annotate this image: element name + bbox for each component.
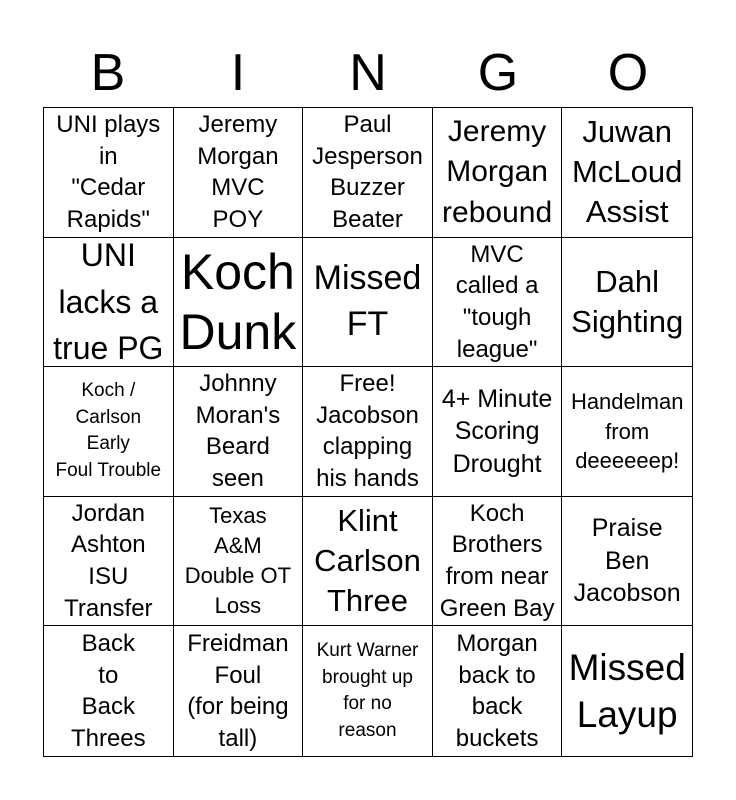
header-letter-o: O — [607, 44, 649, 102]
bingo-cell[interactable]: Handelman from deeeeeep! — [562, 367, 692, 497]
bingo-cell[interactable]: Jeremy Morgan MVC POY — [174, 108, 304, 238]
bingo-cell[interactable]: Morgan back to back buckets — [433, 626, 563, 756]
bingo-cell[interactable]: Koch Dunk — [174, 238, 304, 368]
bingo-cell[interactable]: Back to Back Threes — [44, 626, 174, 756]
bingo-cell[interactable]: Klint Carlson Three — [303, 497, 433, 627]
bingo-cell[interactable]: Jeremy Morgan rebound — [433, 108, 563, 238]
header-letter-g: G — [477, 44, 519, 102]
bingo-cell[interactable]: Missed Layup — [568, 646, 686, 736]
bingo-cell[interactable]: Freidman Foul (for being tall) — [174, 626, 304, 756]
bingo-cell[interactable]: Jordan Ashton ISU Transfer — [44, 497, 174, 627]
bingo-cell[interactable]: UNI plays in "Cedar Rapids" — [44, 108, 174, 238]
bingo-cell[interactable]: Praise Ben Jacobson — [562, 497, 692, 627]
bingo-cell[interactable]: Johnny Moran's Beard seen — [174, 367, 304, 497]
bingo-cell[interactable]: UNI lacks a true PG — [44, 238, 174, 368]
bingo-cell[interactable]: Koch Brothers from near Green Bay — [433, 497, 563, 627]
bingo-cell[interactable]: Juwan McLoud Assist — [562, 108, 692, 238]
bingo-header — [43, 40, 693, 106]
bingo-cell[interactable]: Missed FT — [303, 238, 433, 368]
bingo-cell[interactable]: Kurt Warner brought up for no reason — [303, 626, 433, 756]
header-letter-n: N — [349, 44, 387, 102]
bingo-cell[interactable]: Free! Jacobson clapping his hands — [303, 367, 433, 497]
bingo-cell[interactable]: MVC called a "tough league" — [433, 238, 563, 368]
bingo-board — [43, 107, 693, 757]
bingo-cell[interactable]: Paul Jesperson Buzzer Beater — [303, 108, 433, 238]
header-letter-b: B — [90, 44, 126, 102]
header-letter-i: I — [230, 44, 246, 102]
bingo-cell[interactable]: Koch / Carlson Early Foul Trouble — [44, 367, 174, 497]
bingo-cell[interactable]: 4+ Minute Scoring Drought — [433, 367, 563, 497]
bingo-cell[interactable]: Dahl Sighting — [562, 238, 692, 368]
bingo-cell[interactable]: Texas A&M Double OT Loss — [174, 497, 304, 627]
